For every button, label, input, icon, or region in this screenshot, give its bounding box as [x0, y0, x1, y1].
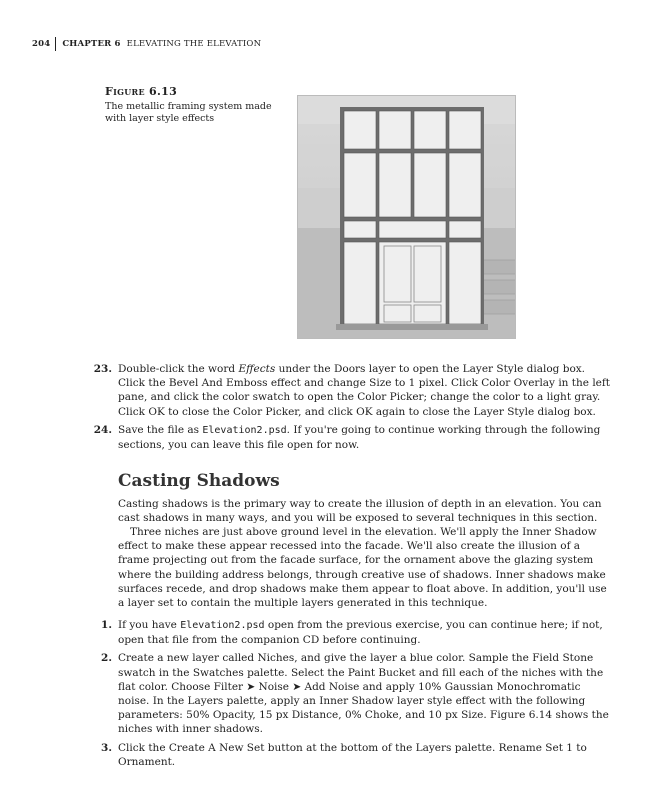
step-list-bottom	[101, 618, 614, 773]
figure-caption-text: The metallic framing system made with layer style effects	[105, 100, 272, 124]
list-item	[101, 651, 614, 736]
elevation-illustration	[298, 96, 516, 339]
figure-image	[297, 95, 516, 339]
figure-caption	[105, 86, 295, 126]
list-item	[101, 741, 614, 769]
step-number: 24.	[93, 423, 112, 436]
step-text: Create a new layer called Niches, and give the layer a blue color. Sample the Field Stone swatch in the Swatches palette. Select the Paint Bucket and fill each of the niches with the flat color. Choose Filter ➤ Noise ➤ Add Noise and apply 10% Gaussian Monochromatic noise. In the Layers palette, apply an Inner Shadow layer style effect with the following parameters: 50% Opacity, 15 px Distance, 0% Choke, and 10 px Size. Figure 6.14 shows the niches with inner shadows.	[118, 652, 609, 736]
step-text: Click the Create A New Set button at the bottom of the Layers palette. Rename Set 1 to Ornament.	[118, 741, 587, 768]
chapter-label: CHAPTER 6	[62, 39, 121, 49]
niche	[480, 300, 516, 314]
step-text: Double-click the word Effects under the Doors layer to open the Layer Style dialog box. Click the Bevel And Emboss effect and change Size to 1 pixel. Click Color Overlay in the left pane, and click the color swatch to open the Color Picker; change the color to a light gray. Click OK to close the Color Picker, and click OK again to close the Layer Style dialog box.	[118, 363, 610, 418]
figure-label: Figure 6.13	[105, 85, 178, 98]
list-item	[93, 362, 614, 419]
step-list-top	[93, 362, 614, 456]
step-text: Save the file as Elevation2.psd. If you're going to continue working through the following sections, you can leave this file open for now.	[118, 423, 601, 452]
step-number: 23.	[93, 363, 112, 375]
list-item	[101, 618, 614, 647]
step-number: 1.	[101, 619, 112, 631]
running-header	[32, 38, 261, 50]
chapter-title: ELEVATING THE ELEVATION	[126, 39, 262, 49]
step-text: If you have Elevation2.psd open from the previous exercise, you can continue here; if not, open that file from the companion CD before continuing.	[118, 619, 603, 647]
page-number: 204	[32, 39, 51, 49]
filename: Elevation2.psd	[202, 424, 287, 436]
niche	[480, 260, 516, 274]
step-number: 2.	[101, 652, 112, 665]
threshold	[336, 324, 488, 330]
filename: Elevation2.psd	[180, 620, 265, 631]
niche	[480, 280, 516, 294]
list-item	[93, 423, 614, 452]
section-heading: Casting Shadows	[118, 471, 280, 491]
emphasis: Effects	[238, 363, 276, 375]
header-divider	[55, 37, 56, 51]
step-number: 3.	[101, 741, 112, 754]
paragraph: Casting shadows is the primary way to create the illusion of depth in an elevation. You can cast shadows in many ways, and you will be exposed to several techniques in this section.	[118, 498, 602, 525]
paragraph: Three niches are just above ground level in the elevation. We'll apply the Inner Shadow effect to make these appear recessed into the facade. We'll also create the illusion of a frame projecting out from the facade surface, for the ornament above the glazing system where the building address belongs, through creative use of shadows. Inner shadows make surfaces recede, and drop shadows make them appear to float above. In addition, you'll use a layer set to contain the multiple layers generated in this technique.	[118, 526, 607, 610]
